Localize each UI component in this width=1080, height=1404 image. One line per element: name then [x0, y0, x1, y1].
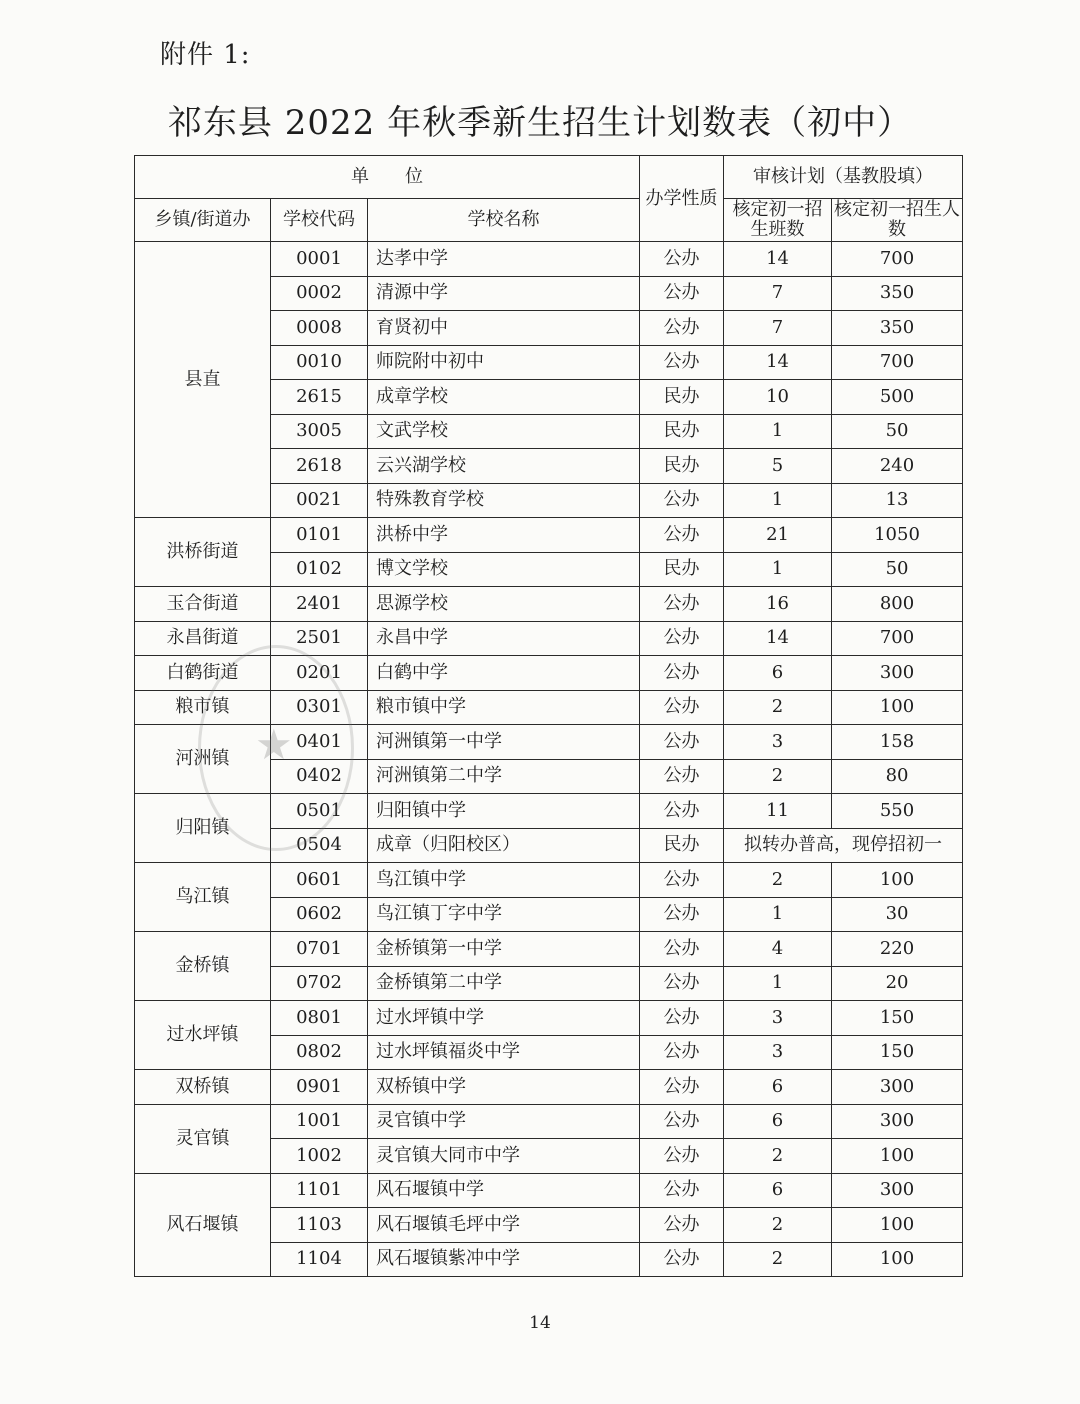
town-cell: 白鹤街道 — [135, 656, 271, 691]
school-code-cell: 0021 — [271, 483, 368, 518]
school-name-cell: 鸟江镇中学 — [368, 863, 640, 898]
classes-cell: 5 — [724, 449, 832, 484]
classes-cell: 6 — [724, 1070, 832, 1105]
town-cell: 粮市镇 — [135, 690, 271, 725]
table-row — [135, 1104, 963, 1139]
school-code-cell: 0501 — [271, 794, 368, 829]
nature-cell: 公办 — [640, 897, 724, 932]
classes-cell: 3 — [724, 725, 832, 760]
students-cell: 350 — [832, 311, 963, 346]
header-town: 乡镇/街道办 — [135, 199, 271, 242]
table-row — [135, 518, 963, 553]
school-code-cell: 0402 — [271, 759, 368, 794]
table-row — [135, 794, 963, 829]
nature-cell: 公办 — [640, 725, 724, 760]
header-students: 核定初一招生人数 — [832, 199, 963, 242]
school-name-cell: 洪桥中学 — [368, 518, 640, 553]
nature-cell: 公办 — [640, 518, 724, 553]
classes-cell: 3 — [724, 1035, 832, 1070]
table-row — [135, 1070, 963, 1105]
nature-cell: 公办 — [640, 587, 724, 622]
classes-cell: 2 — [724, 863, 832, 898]
table-row — [135, 587, 963, 622]
school-name-cell: 双桥镇中学 — [368, 1070, 640, 1105]
nature-cell: 公办 — [640, 242, 724, 277]
school-name-cell: 成章学校 — [368, 380, 640, 415]
school-code-cell: 0102 — [271, 552, 368, 587]
school-name-cell: 灵官镇大同市中学 — [368, 1139, 640, 1174]
students-cell: 100 — [832, 1208, 963, 1243]
school-code-cell: 0602 — [271, 897, 368, 932]
students-cell: 20 — [832, 966, 963, 1001]
school-code-cell: 0010 — [271, 345, 368, 380]
classes-cell: 3 — [724, 1001, 832, 1036]
students-cell: 30 — [832, 897, 963, 932]
seal-star-icon: ★ — [255, 720, 293, 769]
students-cell: 700 — [832, 242, 963, 277]
classes-cell: 2 — [724, 1208, 832, 1243]
school-code-cell: 0901 — [271, 1070, 368, 1105]
students-cell: 158 — [832, 725, 963, 760]
table-row — [135, 1001, 963, 1036]
classes-cell: 14 — [724, 242, 832, 277]
nature-cell: 公办 — [640, 483, 724, 518]
plan-note-cell: 拟转办普高，现停招初一 — [724, 828, 963, 863]
students-cell: 150 — [832, 1001, 963, 1036]
students-cell: 100 — [832, 1139, 963, 1174]
school-code-cell: 0002 — [271, 276, 368, 311]
school-name-cell: 灵官镇中学 — [368, 1104, 640, 1139]
nature-cell: 公办 — [640, 863, 724, 898]
school-code-cell: 0801 — [271, 1001, 368, 1036]
table-row — [135, 863, 963, 898]
classes-cell: 6 — [724, 656, 832, 691]
table-row — [135, 1173, 963, 1208]
school-code-cell: 0504 — [271, 828, 368, 863]
school-code-cell: 2615 — [271, 380, 368, 415]
table-row — [135, 621, 963, 656]
school-code-cell: 1101 — [271, 1173, 368, 1208]
students-cell: 300 — [832, 1070, 963, 1105]
classes-cell: 1 — [724, 897, 832, 932]
students-cell: 550 — [832, 794, 963, 829]
school-name-cell: 河洲镇第一中学 — [368, 725, 640, 760]
school-code-cell: 2401 — [271, 587, 368, 622]
town-cell: 永昌街道 — [135, 621, 271, 656]
nature-cell: 公办 — [640, 345, 724, 380]
header-plan: 审核计划（基教股填） — [724, 156, 963, 199]
classes-cell: 6 — [724, 1173, 832, 1208]
school-code-cell: 1001 — [271, 1104, 368, 1139]
classes-cell: 14 — [724, 345, 832, 380]
school-code-cell: 2618 — [271, 449, 368, 484]
nature-cell: 民办 — [640, 380, 724, 415]
students-cell: 220 — [832, 932, 963, 967]
school-name-cell: 文武学校 — [368, 414, 640, 449]
school-name-cell: 鸟江镇丁字中学 — [368, 897, 640, 932]
school-code-cell: 1103 — [271, 1208, 368, 1243]
town-cell: 鸟江镇 — [135, 863, 271, 932]
school-name-cell: 过水坪镇福炎中学 — [368, 1035, 640, 1070]
classes-cell: 11 — [724, 794, 832, 829]
nature-cell: 公办 — [640, 966, 724, 1001]
classes-cell: 2 — [724, 759, 832, 794]
table-body — [135, 242, 963, 1277]
students-cell: 300 — [832, 1173, 963, 1208]
nature-cell: 公办 — [640, 794, 724, 829]
students-cell: 350 — [832, 276, 963, 311]
nature-cell: 公办 — [640, 759, 724, 794]
nature-cell: 民办 — [640, 552, 724, 587]
town-cell: 玉合街道 — [135, 587, 271, 622]
classes-cell: 7 — [724, 276, 832, 311]
school-name-cell: 风石堰镇紫冲中学 — [368, 1242, 640, 1277]
nature-cell: 公办 — [640, 1001, 724, 1036]
school-code-cell: 0701 — [271, 932, 368, 967]
nature-cell: 民办 — [640, 828, 724, 863]
students-cell: 100 — [832, 863, 963, 898]
school-code-cell: 3005 — [271, 414, 368, 449]
school-name-cell: 博文学校 — [368, 552, 640, 587]
students-cell: 150 — [832, 1035, 963, 1070]
town-cell: 灵官镇 — [135, 1104, 271, 1173]
table-row — [135, 932, 963, 967]
nature-cell: 民办 — [640, 414, 724, 449]
classes-cell: 2 — [724, 1139, 832, 1174]
classes-cell: 16 — [724, 587, 832, 622]
header-classes: 核定初一招生班数 — [724, 199, 832, 242]
nature-cell: 公办 — [640, 656, 724, 691]
town-cell: 归阳镇 — [135, 794, 271, 863]
school-code-cell: 0301 — [271, 690, 368, 725]
table-row — [135, 656, 963, 691]
nature-cell: 公办 — [640, 1242, 724, 1277]
school-code-cell: 0001 — [271, 242, 368, 277]
school-name-cell: 师院附中初中 — [368, 345, 640, 380]
table-row — [135, 725, 963, 760]
document-title: 祁东县 2022 年秋季新生招生计划数表（初中） — [167, 103, 913, 143]
page-number: 14 — [529, 1313, 551, 1333]
school-name-cell: 风石堰镇中学 — [368, 1173, 640, 1208]
school-code-cell: 0601 — [271, 863, 368, 898]
classes-cell: 2 — [724, 690, 832, 725]
classes-cell: 1 — [724, 483, 832, 518]
nature-cell: 公办 — [640, 1035, 724, 1070]
students-cell: 100 — [832, 1242, 963, 1277]
students-cell: 240 — [832, 449, 963, 484]
nature-cell: 公办 — [640, 276, 724, 311]
students-cell: 13 — [832, 483, 963, 518]
town-cell: 过水坪镇 — [135, 1001, 271, 1070]
header-row-1 — [135, 156, 963, 199]
school-name-cell: 永昌中学 — [368, 621, 640, 656]
classes-cell: 10 — [724, 380, 832, 415]
classes-cell: 1 — [724, 414, 832, 449]
town-cell: 县直 — [135, 242, 271, 518]
school-code-cell: 0201 — [271, 656, 368, 691]
school-name-cell: 过水坪镇中学 — [368, 1001, 640, 1036]
classes-cell: 7 — [724, 311, 832, 346]
classes-cell: 1 — [724, 552, 832, 587]
town-cell: 金桥镇 — [135, 932, 271, 1001]
students-cell: 1050 — [832, 518, 963, 553]
header-unit: 单 位 — [135, 156, 640, 199]
nature-cell: 公办 — [640, 1208, 724, 1243]
students-cell: 700 — [832, 345, 963, 380]
nature-cell: 公办 — [640, 311, 724, 346]
school-name-cell: 育贤初中 — [368, 311, 640, 346]
header-nature: 办学性质 — [640, 156, 724, 242]
classes-cell: 1 — [724, 966, 832, 1001]
students-cell: 50 — [832, 414, 963, 449]
nature-cell: 公办 — [640, 932, 724, 967]
students-cell: 500 — [832, 380, 963, 415]
school-code-cell: 1002 — [271, 1139, 368, 1174]
enrollment-plan-table — [134, 155, 963, 1277]
students-cell: 300 — [832, 1104, 963, 1139]
classes-cell: 14 — [724, 621, 832, 656]
school-name-cell: 成章（归阳校区） — [368, 828, 640, 863]
town-cell: 河洲镇 — [135, 725, 271, 794]
table-row — [135, 242, 963, 277]
nature-cell: 公办 — [640, 690, 724, 725]
students-cell: 800 — [832, 587, 963, 622]
students-cell: 50 — [832, 552, 963, 587]
header-code: 学校代码 — [271, 199, 368, 242]
school-name-cell: 白鹤中学 — [368, 656, 640, 691]
school-name-cell: 思源学校 — [368, 587, 640, 622]
school-name-cell: 粮市镇中学 — [368, 690, 640, 725]
town-cell: 双桥镇 — [135, 1070, 271, 1105]
school-name-cell: 金桥镇第二中学 — [368, 966, 640, 1001]
classes-cell: 2 — [724, 1242, 832, 1277]
students-cell: 700 — [832, 621, 963, 656]
classes-cell: 21 — [724, 518, 832, 553]
school-name-cell: 云兴湖学校 — [368, 449, 640, 484]
school-code-cell: 2501 — [271, 621, 368, 656]
nature-cell: 民办 — [640, 449, 724, 484]
students-cell: 300 — [832, 656, 963, 691]
town-cell: 风石堰镇 — [135, 1173, 271, 1277]
school-code-cell: 1104 — [271, 1242, 368, 1277]
school-code-cell: 0008 — [271, 311, 368, 346]
classes-cell: 4 — [724, 932, 832, 967]
town-cell: 洪桥街道 — [135, 518, 271, 587]
nature-cell: 公办 — [640, 1173, 724, 1208]
school-name-cell: 特殊教育学校 — [368, 483, 640, 518]
classes-cell: 6 — [724, 1104, 832, 1139]
school-name-cell: 风石堰镇毛坪中学 — [368, 1208, 640, 1243]
school-code-cell: 0802 — [271, 1035, 368, 1070]
nature-cell: 公办 — [640, 1104, 724, 1139]
school-code-cell: 0702 — [271, 966, 368, 1001]
school-name-cell: 清源中学 — [368, 276, 640, 311]
nature-cell: 公办 — [640, 1139, 724, 1174]
table-row — [135, 690, 963, 725]
school-name-cell: 河洲镇第二中学 — [368, 759, 640, 794]
school-code-cell: 0101 — [271, 518, 368, 553]
school-code-cell: 0401 — [271, 725, 368, 760]
attachment-label: 附件 1: — [160, 40, 251, 70]
students-cell: 80 — [832, 759, 963, 794]
nature-cell: 公办 — [640, 1070, 724, 1105]
students-cell: 100 — [832, 690, 963, 725]
header-row-2 — [135, 199, 963, 242]
school-name-cell: 归阳镇中学 — [368, 794, 640, 829]
school-name-cell: 金桥镇第一中学 — [368, 932, 640, 967]
nature-cell: 公办 — [640, 621, 724, 656]
school-name-cell: 达孝中学 — [368, 242, 640, 277]
header-school: 学校名称 — [368, 199, 640, 242]
